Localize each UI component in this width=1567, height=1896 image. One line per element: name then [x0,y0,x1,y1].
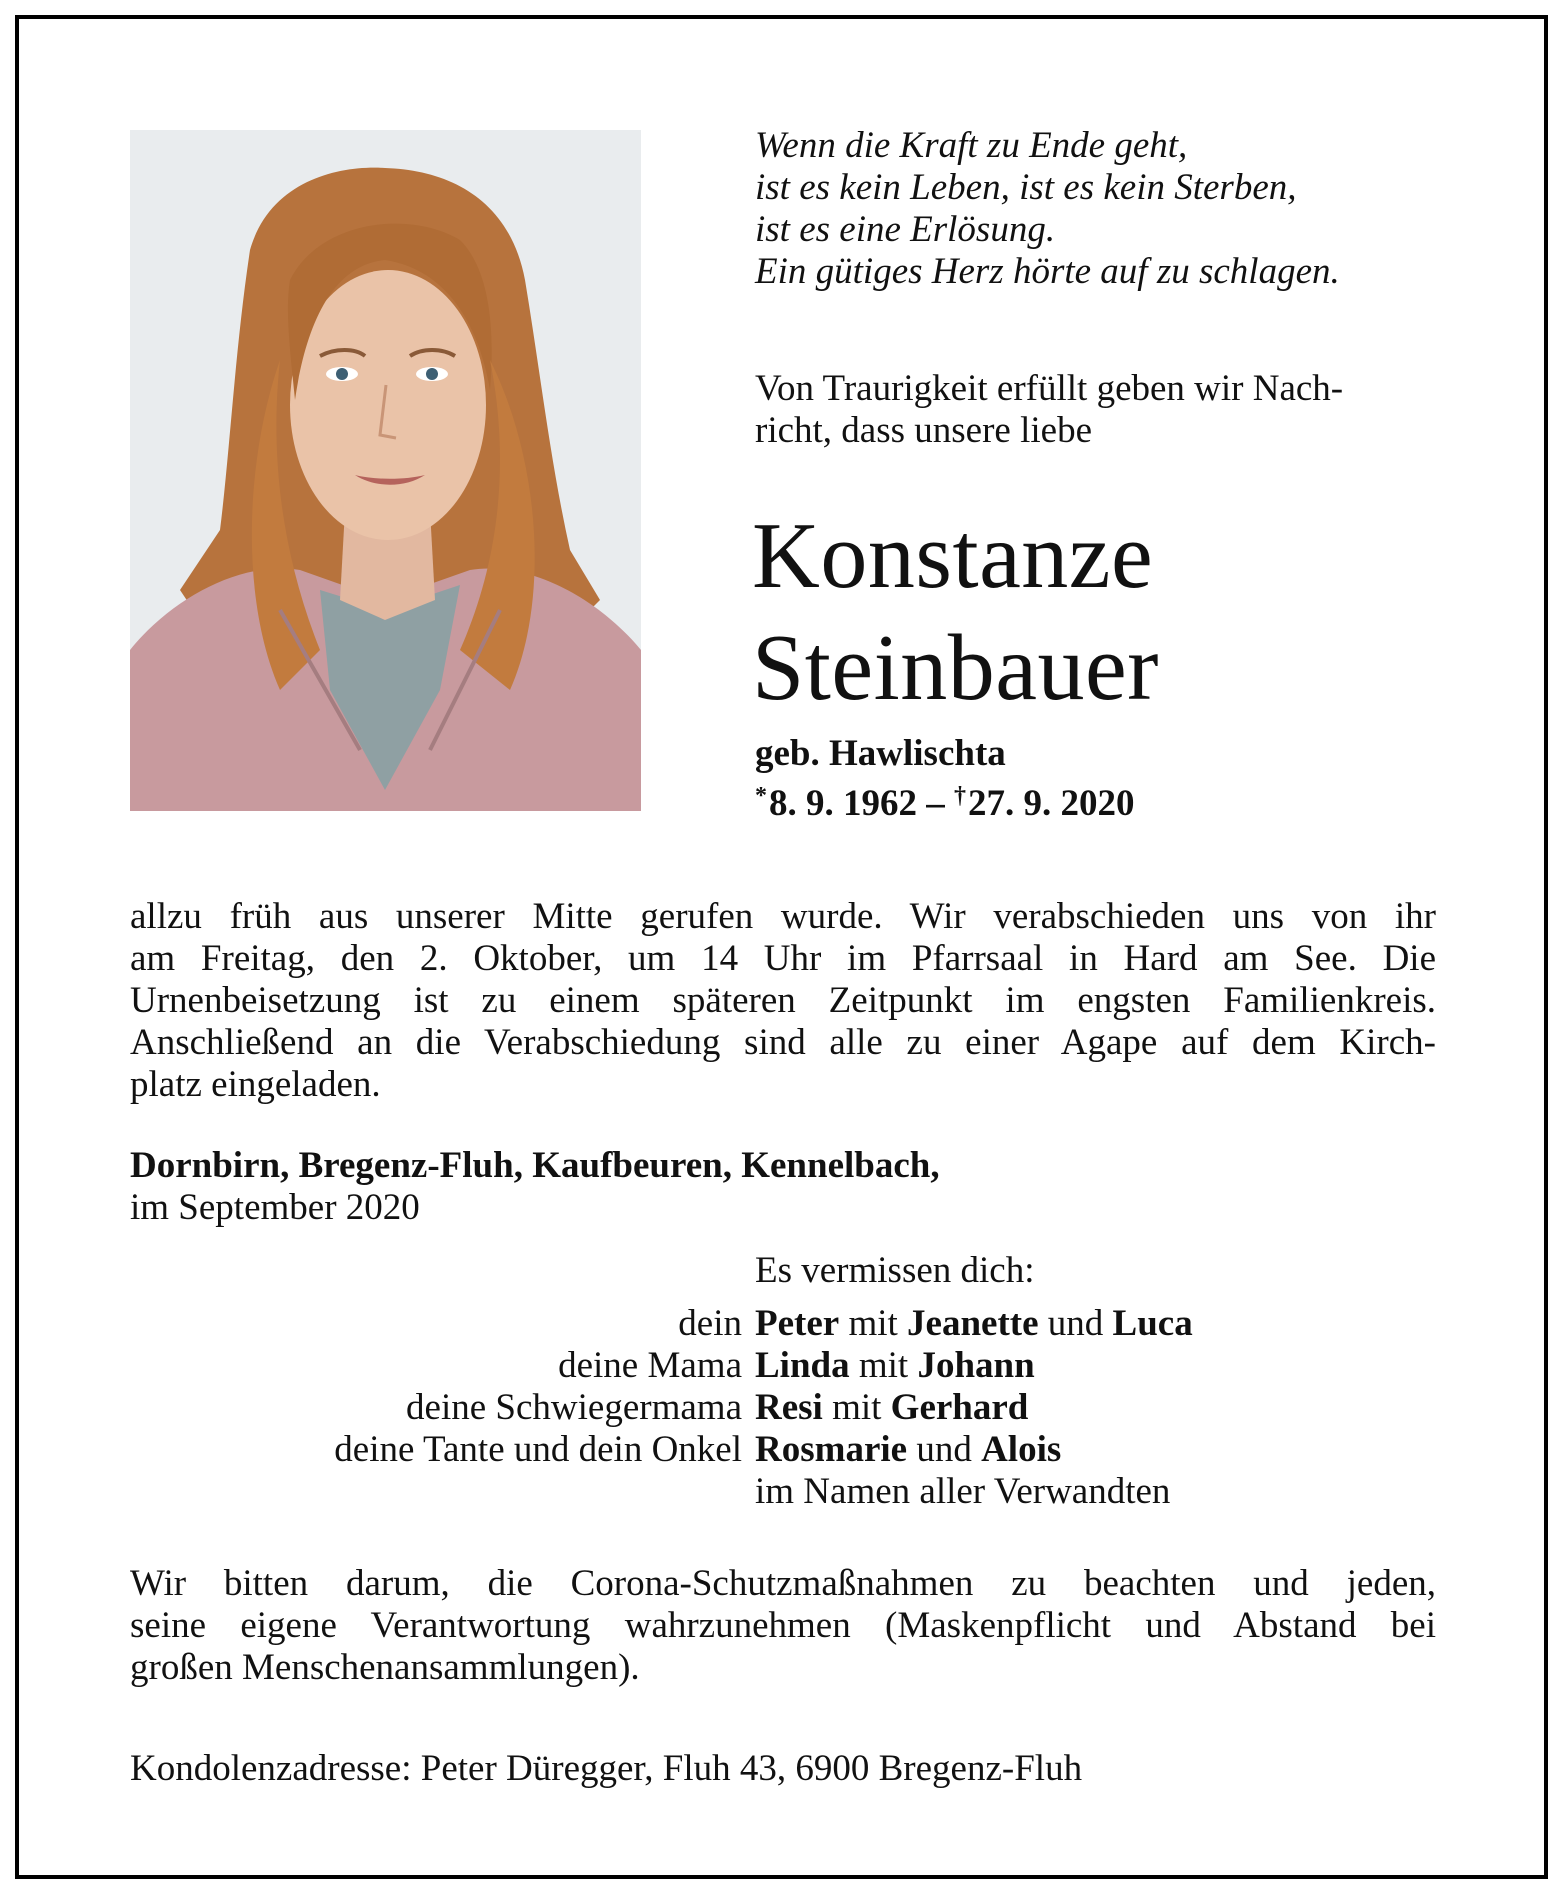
mourner-connector: mit [822,1387,891,1428]
mourner-relation: dein [678,1303,742,1344]
last-name: Steinbauer [752,616,1159,720]
death-symbol: † [954,783,966,809]
mourner-row [130,1387,1450,1429]
mourner-name: Linda [755,1345,850,1386]
mourner-row [130,1303,1450,1345]
death-date: 27. 9. 2020 [968,783,1135,824]
deceased-name [752,500,1159,724]
mourner-name: Jeanette [907,1303,1039,1344]
mourner-name: Johann [917,1345,1035,1386]
condolence-address: Kondolenzadresse: Peter Düregger, Fluh 43, 6900 Bregenz-Fluh [130,1748,1083,1789]
birth-name: geb. Hawlischta [755,733,1006,774]
mourner-names [755,1303,1193,1345]
mourner-connector: mit [839,1303,908,1344]
poem-line: Wenn die Kraft zu Ende geht, [755,125,1188,166]
mourners-footer: im Namen aller Verwandten [755,1471,1171,1512]
mourner-names [755,1345,1035,1387]
intro-line: richt, dass unsere liebe [755,410,1092,451]
portrait-photo [130,130,641,811]
mourner-name: Luca [1112,1303,1193,1344]
body-line: am Freitag, den 2. Oktober, um 14 Uhr im Pfarrsaal in Hard am See. Die [130,938,1436,979]
mourner-names [755,1429,1061,1471]
body-line: Urnenbeisetzung ist zu einem späteren Zeitpunkt im engsten Familienkreis. [130,980,1436,1021]
life-dates [755,775,1135,825]
body-line: Anschließend an die Verabschiedung sind alle zu einer Agape auf dem Kirch- [130,1022,1436,1063]
first-name: Konstanze [752,504,1154,608]
announcement-intro [755,368,1455,452]
birth-date: 8. 9. 1962 [769,783,917,824]
memorial-poem [755,125,1475,293]
mourner-relation: deine Tante und dein Onkel [334,1429,742,1470]
mourner-relation: deine Schwiegermama [406,1387,742,1428]
mourner-row [130,1345,1450,1387]
mourner-connector: und [907,1429,982,1470]
poem-line: ist es kein Leben, ist es kein Sterben, [755,167,1297,208]
poem-line: ist es eine Erlösung. [755,209,1056,250]
mourner-name: Resi [755,1387,823,1428]
mourners-list [130,1303,1450,1513]
mourner-connector: und [1038,1303,1113,1344]
corona-line: Wir bitten darum, die Corona-Schutzmaßnahmen zu beachten und jeden, [130,1563,1436,1604]
poem-line: Ein gütiges Herz hörte auf zu schlagen. [755,251,1340,292]
mourner-name: Gerhard [890,1387,1029,1428]
date-separator: – [917,783,954,824]
corona-line: großen Menschenansammlungen). [130,1647,640,1688]
body-line: platz eingeladen. [130,1064,381,1105]
mourner-row [130,1471,1450,1513]
mourner-names [755,1387,1028,1429]
mourner-name: Peter [755,1303,840,1344]
body-line: allzu früh aus unserer Mitte gerufen wurde. Wir verabschieden uns von ihr [130,896,1436,937]
mourner-row [130,1429,1450,1471]
intro-line: Von Traurigkeit erfüllt geben wir Nach- [755,368,1344,409]
place-date: im September 2020 [130,1187,420,1228]
funeral-details [130,896,1436,1106]
corona-line: seine eigene Verantwortung wahrzunehmen (Maskenpflicht und Abstand bei [130,1605,1436,1646]
mourner-name: Alois [981,1429,1062,1470]
mourners-heading: Es vermissen dich: [755,1250,1035,1291]
corona-notice [130,1563,1436,1689]
mourner-relation: deine Mama [558,1345,742,1386]
mourner-connector: mit [849,1345,918,1386]
birth-symbol: * [755,783,767,809]
mourner-name: Rosmarie [755,1429,908,1470]
places: Dornbirn, Bregenz-Fluh, Kaufbeuren, Kennelbach, [130,1145,940,1186]
